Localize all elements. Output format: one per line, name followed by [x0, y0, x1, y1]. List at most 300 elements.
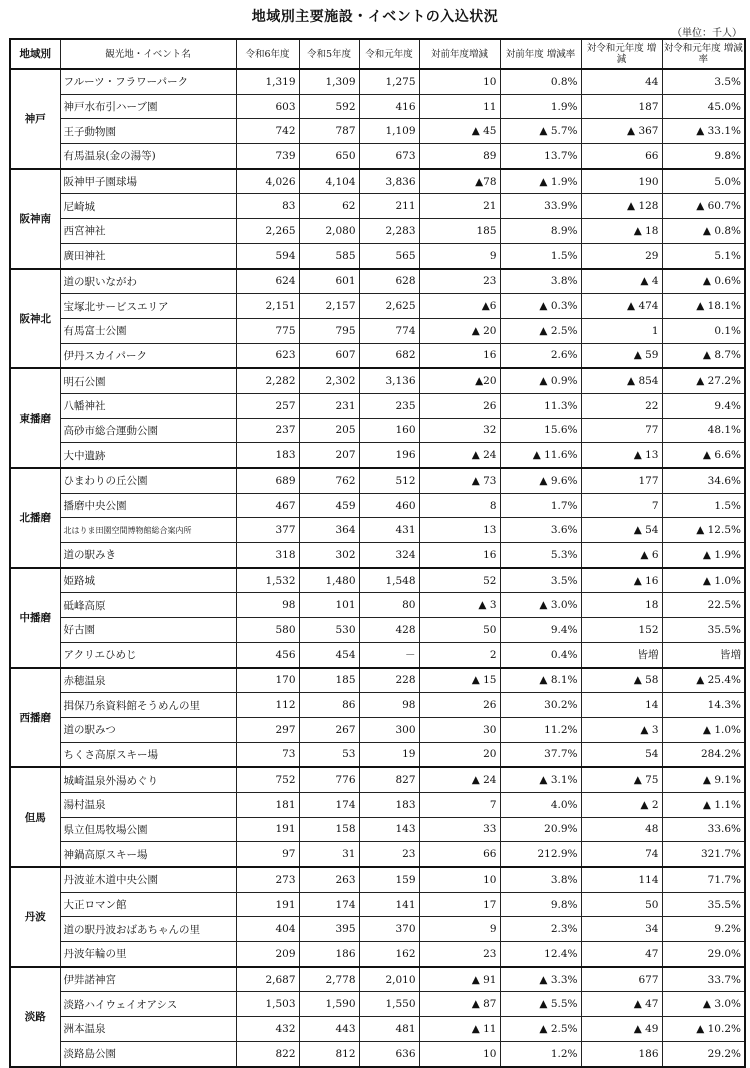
- cell-diff-prev: ▲ 73: [419, 468, 500, 493]
- cell-diff-prev: 9: [419, 243, 500, 268]
- table-row: [10, 443, 745, 468]
- cell-r6: 624: [236, 269, 299, 294]
- cell-diff-r1: 186: [581, 1041, 662, 1066]
- cell-diff-r1: 14: [581, 693, 662, 718]
- cell-r5: 158: [299, 817, 359, 842]
- cell-name: 高砂市総合運動公園: [60, 418, 236, 443]
- cell-diff-prev: 13: [419, 518, 500, 543]
- cell-rate-prev: 0.8%: [500, 69, 581, 94]
- cell-r1: 682: [359, 343, 419, 368]
- cell-rate-r1: 29.2%: [662, 1041, 745, 1066]
- cell-rate-prev: ▲ 3.1%: [500, 767, 581, 792]
- cell-r5: 1,309: [299, 69, 359, 94]
- cell-r5: 267: [299, 717, 359, 742]
- table-row: [10, 642, 745, 667]
- cell-diff-r1: ▲ 58: [581, 668, 662, 693]
- cell-diff-prev: 30: [419, 717, 500, 742]
- cell-diff-prev: 9: [419, 917, 500, 942]
- cell-rate-prev: ▲ 1.9%: [500, 169, 581, 194]
- cell-r1: 370: [359, 917, 419, 942]
- cell-r5: 2,080: [299, 219, 359, 244]
- cell-rate-prev: 30.2%: [500, 693, 581, 718]
- cell-diff-prev: 10: [419, 867, 500, 892]
- cell-r6: 775: [236, 318, 299, 343]
- cell-r6: 456: [236, 642, 299, 667]
- cell-r1: 460: [359, 493, 419, 518]
- table-row: [10, 94, 745, 119]
- cell-r5: 530: [299, 618, 359, 643]
- cell-r6: 2,151: [236, 294, 299, 319]
- cell-diff-prev: 11: [419, 94, 500, 119]
- cell-name: 丹波並木道中央公園: [60, 867, 236, 892]
- cell-rate-prev: 4.0%: [500, 792, 581, 817]
- region-label: 丹波: [10, 867, 60, 967]
- table-row: [10, 842, 745, 867]
- cell-r1: 2,625: [359, 294, 419, 319]
- cell-r1: 512: [359, 468, 419, 493]
- table-row: [10, 568, 745, 593]
- table-row: [10, 243, 745, 268]
- cell-r1: 196: [359, 443, 419, 468]
- cell-rate-prev: ▲ 5.7%: [500, 119, 581, 144]
- cell-name: 尼崎城: [60, 194, 236, 219]
- cell-r6: 2,265: [236, 219, 299, 244]
- cell-r6: 191: [236, 817, 299, 842]
- cell-name: アクリエひめじ: [60, 642, 236, 667]
- cell-diff-prev: ▲78: [419, 169, 500, 194]
- cell-r1: 3,836: [359, 169, 419, 194]
- table-row: [10, 693, 745, 718]
- cell-rate-r1: ▲ 60.7%: [662, 194, 745, 219]
- cell-rate-r1: 71.7%: [662, 867, 745, 892]
- cell-diff-r1: 190: [581, 169, 662, 194]
- cell-r5: 62: [299, 194, 359, 219]
- cell-r1: －: [359, 642, 419, 667]
- cell-name: 城崎温泉外湯めぐり: [60, 767, 236, 792]
- cell-diff-prev: ▲ 15: [419, 668, 500, 693]
- cell-diff-r1: 187: [581, 94, 662, 119]
- cell-r1: 3,136: [359, 368, 419, 393]
- cell-r1: 636: [359, 1041, 419, 1066]
- cell-diff-r1: ▲ 854: [581, 368, 662, 393]
- cell-r5: 454: [299, 642, 359, 667]
- cell-diff-r1: ▲ 16: [581, 568, 662, 593]
- cell-rate-prev: ▲ 0.9%: [500, 368, 581, 393]
- cell-r6: 83: [236, 194, 299, 219]
- cell-r5: 185: [299, 668, 359, 693]
- cell-name: 神戸水布引ハーブ園: [60, 94, 236, 119]
- region-label: 阪神北: [10, 269, 60, 369]
- region-label: 西播磨: [10, 668, 60, 768]
- cell-r5: 86: [299, 693, 359, 718]
- cell-r1: 80: [359, 593, 419, 618]
- cell-rate-r1: ▲ 1.1%: [662, 792, 745, 817]
- cell-rate-r1: 1.5%: [662, 493, 745, 518]
- table-row: [10, 867, 745, 892]
- cell-diff-r1: 66: [581, 144, 662, 169]
- cell-diff-r1: 152: [581, 618, 662, 643]
- cell-rate-r1: 284.2%: [662, 742, 745, 767]
- cell-diff-prev: 33: [419, 817, 500, 842]
- cell-diff-prev: 20: [419, 742, 500, 767]
- cell-r6: 1,503: [236, 992, 299, 1017]
- cell-r1: 1,548: [359, 568, 419, 593]
- cell-r6: 467: [236, 493, 299, 518]
- cell-name: 廣田神社: [60, 243, 236, 268]
- cell-diff-r1: 74: [581, 842, 662, 867]
- cell-r6: 297: [236, 717, 299, 742]
- cell-r5: 1,590: [299, 992, 359, 1017]
- cell-name: 播磨中央公園: [60, 493, 236, 518]
- cell-name: 伊弉諾神宮: [60, 967, 236, 992]
- cell-rate-prev: 9.8%: [500, 892, 581, 917]
- cell-rate-prev: ▲ 5.5%: [500, 992, 581, 1017]
- cell-diff-r1: ▲ 49: [581, 1017, 662, 1042]
- cell-rate-r1: 48.1%: [662, 418, 745, 443]
- table-row: [10, 144, 745, 169]
- cell-diff-prev: 52: [419, 568, 500, 593]
- cell-rate-r1: 5.0%: [662, 169, 745, 194]
- header-diff-prev: 対前年度増減: [419, 39, 500, 69]
- cell-name: フルーツ・フラワーパーク: [60, 69, 236, 94]
- cell-diff-r1: 47: [581, 942, 662, 967]
- table-row: [10, 717, 745, 742]
- region-label: 神戸: [10, 69, 60, 169]
- cell-r5: 231: [299, 393, 359, 418]
- region-label: 北播磨: [10, 468, 60, 568]
- cell-rate-prev: 212.9%: [500, 842, 581, 867]
- cell-name: 阪神甲子園球場: [60, 169, 236, 194]
- table-row: [10, 942, 745, 967]
- cell-diff-prev: 17: [419, 892, 500, 917]
- table-row: [10, 169, 745, 194]
- cell-name: 好古園: [60, 618, 236, 643]
- table-row: [10, 318, 745, 343]
- cell-name: 神鍋高原スキー場: [60, 842, 236, 867]
- cell-r6: 170: [236, 668, 299, 693]
- cell-r1: 628: [359, 269, 419, 294]
- cell-r6: 4,026: [236, 169, 299, 194]
- table-row: [10, 418, 745, 443]
- cell-rate-prev: ▲ 3.0%: [500, 593, 581, 618]
- table-row: [10, 618, 745, 643]
- cell-name: 有馬富士公園: [60, 318, 236, 343]
- cell-diff-r1: ▲ 367: [581, 119, 662, 144]
- header-diff-r1: 対令和元年度 増減: [581, 39, 662, 69]
- cell-diff-prev: 26: [419, 393, 500, 418]
- table-row: [10, 767, 745, 792]
- cell-rate-r1: 皆増: [662, 642, 745, 667]
- cell-rate-prev: 3.6%: [500, 518, 581, 543]
- header-region: 地域別: [10, 39, 60, 69]
- table-row: [10, 393, 745, 418]
- cell-name: 揖保乃糸資料館そうめんの里: [60, 693, 236, 718]
- cell-r6: 273: [236, 867, 299, 892]
- cell-r1: 431: [359, 518, 419, 543]
- cell-name: 西宮神社: [60, 219, 236, 244]
- cell-r6: 742: [236, 119, 299, 144]
- cell-diff-prev: 21: [419, 194, 500, 219]
- cell-diff-r1: 114: [581, 867, 662, 892]
- cell-rate-prev: ▲ 3.3%: [500, 967, 581, 992]
- table-row: [10, 343, 745, 368]
- cell-rate-prev: 0.4%: [500, 642, 581, 667]
- cell-r5: 174: [299, 892, 359, 917]
- cell-diff-r1: ▲ 474: [581, 294, 662, 319]
- cell-name: 有馬温泉(金の湯等): [60, 144, 236, 169]
- table-row: [10, 967, 745, 992]
- cell-name: 姫路城: [60, 568, 236, 593]
- cell-name: 湯村温泉: [60, 792, 236, 817]
- cell-r5: 762: [299, 468, 359, 493]
- cell-diff-r1: ▲ 13: [581, 443, 662, 468]
- table-row: [10, 294, 745, 319]
- cell-diff-prev: 32: [419, 418, 500, 443]
- cell-r5: 787: [299, 119, 359, 144]
- table-row: [10, 518, 745, 543]
- cell-name: 丹波年輪の里: [60, 942, 236, 967]
- cell-diff-prev: ▲ 11: [419, 1017, 500, 1042]
- cell-r1: 673: [359, 144, 419, 169]
- cell-name: 伊丹スカイパーク: [60, 343, 236, 368]
- cell-r6: 73: [236, 742, 299, 767]
- cell-r5: 364: [299, 518, 359, 543]
- cell-r1: 98: [359, 693, 419, 718]
- cell-rate-prev: 15.6%: [500, 418, 581, 443]
- cell-r5: 186: [299, 942, 359, 967]
- cell-diff-r1: ▲ 75: [581, 767, 662, 792]
- cell-rate-r1: ▲ 1.0%: [662, 568, 745, 593]
- cell-r5: 1,480: [299, 568, 359, 593]
- table-row: [10, 817, 745, 842]
- cell-rate-r1: ▲ 6.6%: [662, 443, 745, 468]
- cell-r1: 235: [359, 393, 419, 418]
- table-row: [10, 742, 745, 767]
- cell-rate-prev: 1.5%: [500, 243, 581, 268]
- table-row: [10, 1041, 745, 1066]
- cell-r1: 2,010: [359, 967, 419, 992]
- cell-name: ちくさ高原スキー場: [60, 742, 236, 767]
- cell-diff-r1: 44: [581, 69, 662, 94]
- cell-r6: 112: [236, 693, 299, 718]
- cell-name: 道の駅いながわ: [60, 269, 236, 294]
- cell-r6: 739: [236, 144, 299, 169]
- cell-diff-prev: 2: [419, 642, 500, 667]
- cell-diff-prev: 23: [419, 942, 500, 967]
- cell-r6: 97: [236, 842, 299, 867]
- cell-r1: 416: [359, 94, 419, 119]
- cell-diff-r1: 50: [581, 892, 662, 917]
- cell-diff-prev: ▲ 91: [419, 967, 500, 992]
- cell-r1: 1,109: [359, 119, 419, 144]
- cell-rate-r1: ▲ 18.1%: [662, 294, 745, 319]
- cell-rate-r1: 22.5%: [662, 593, 745, 618]
- cell-diff-r1: 1: [581, 318, 662, 343]
- cell-r6: 191: [236, 892, 299, 917]
- table-row: [10, 269, 745, 294]
- cell-r5: 585: [299, 243, 359, 268]
- cell-rate-prev: ▲ 9.6%: [500, 468, 581, 493]
- cell-rate-r1: ▲ 1.9%: [662, 543, 745, 568]
- cell-r6: 580: [236, 618, 299, 643]
- cell-diff-r1: 677: [581, 967, 662, 992]
- cell-rate-r1: ▲ 1.0%: [662, 717, 745, 742]
- cell-diff-prev: ▲ 24: [419, 767, 500, 792]
- cell-r5: 302: [299, 543, 359, 568]
- cell-diff-r1: 34: [581, 917, 662, 942]
- cell-r1: 228: [359, 668, 419, 693]
- cell-r6: 1,319: [236, 69, 299, 94]
- cell-r1: 141: [359, 892, 419, 917]
- cell-rate-r1: ▲ 0.6%: [662, 269, 745, 294]
- cell-r1: 19: [359, 742, 419, 767]
- cell-r6: 603: [236, 94, 299, 119]
- cell-rate-r1: 35.5%: [662, 892, 745, 917]
- cell-diff-prev: ▲6: [419, 294, 500, 319]
- cell-name: 淡路ハイウェイオアシス: [60, 992, 236, 1017]
- cell-r1: 300: [359, 717, 419, 742]
- cell-r6: 2,687: [236, 967, 299, 992]
- cell-rate-prev: 11.2%: [500, 717, 581, 742]
- cell-rate-prev: 2.6%: [500, 343, 581, 368]
- cell-r5: 2,302: [299, 368, 359, 393]
- cell-diff-prev: 66: [419, 842, 500, 867]
- unit-note: （単位：千人）: [672, 28, 742, 39]
- region-label: 淡路: [10, 967, 60, 1067]
- cell-name: 王子動物園: [60, 119, 236, 144]
- cell-rate-prev: 20.9%: [500, 817, 581, 842]
- cell-r5: 4,104: [299, 169, 359, 194]
- cell-r6: 2,282: [236, 368, 299, 393]
- cell-r1: 2,283: [359, 219, 419, 244]
- table-row: [10, 219, 745, 244]
- cell-r6: 183: [236, 443, 299, 468]
- cell-rate-prev: ▲ 11.6%: [500, 443, 581, 468]
- cell-r1: 183: [359, 792, 419, 817]
- cell-rate-prev: 12.4%: [500, 942, 581, 967]
- header-row: [10, 39, 745, 69]
- cell-diff-prev: ▲ 45: [419, 119, 500, 144]
- cell-r6: 594: [236, 243, 299, 268]
- cell-rate-r1: 34.6%: [662, 468, 745, 493]
- cell-rate-prev: 5.3%: [500, 543, 581, 568]
- cell-r5: 592: [299, 94, 359, 119]
- cell-name: ひまわりの丘公園: [60, 468, 236, 493]
- cell-r5: 459: [299, 493, 359, 518]
- cell-r5: 53: [299, 742, 359, 767]
- cell-rate-prev: 1.2%: [500, 1041, 581, 1066]
- cell-name: 県立但馬牧場公園: [60, 817, 236, 842]
- cell-r6: 623: [236, 343, 299, 368]
- table-row: [10, 493, 745, 518]
- cell-name: 道の駅みき: [60, 543, 236, 568]
- header-r6: 令和6年度: [236, 39, 299, 69]
- cell-diff-r1: ▲ 128: [581, 194, 662, 219]
- cell-r1: 428: [359, 618, 419, 643]
- region-label: 中播磨: [10, 568, 60, 668]
- cell-rate-prev: 3.5%: [500, 568, 581, 593]
- cell-diff-prev: 23: [419, 269, 500, 294]
- cell-rate-prev: 3.8%: [500, 867, 581, 892]
- cell-rate-r1: 9.4%: [662, 393, 745, 418]
- cell-diff-r1: ▲ 18: [581, 219, 662, 244]
- cell-diff-r1: 77: [581, 418, 662, 443]
- cell-name: 赤穂温泉: [60, 668, 236, 693]
- cell-name: 北はりま田園空間博物館総合案内所: [60, 518, 236, 543]
- table-row: [10, 468, 745, 493]
- cell-rate-r1: 45.0%: [662, 94, 745, 119]
- cell-r1: 23: [359, 842, 419, 867]
- cell-rate-r1: 9.8%: [662, 144, 745, 169]
- cell-rate-prev: 9.4%: [500, 618, 581, 643]
- cell-diff-r1: ▲ 3: [581, 717, 662, 742]
- cell-diff-r1: ▲ 59: [581, 343, 662, 368]
- cell-r5: 2,778: [299, 967, 359, 992]
- cell-rate-prev: 13.7%: [500, 144, 581, 169]
- cell-rate-r1: 35.5%: [662, 618, 745, 643]
- cell-rate-r1: ▲ 9.1%: [662, 767, 745, 792]
- cell-r5: 207: [299, 443, 359, 468]
- cell-diff-r1: ▲ 4: [581, 269, 662, 294]
- cell-r6: 822: [236, 1041, 299, 1066]
- cell-r1: 481: [359, 1017, 419, 1042]
- cell-diff-r1: 48: [581, 817, 662, 842]
- cell-rate-prev: 33.9%: [500, 194, 581, 219]
- cell-rate-prev: 11.3%: [500, 393, 581, 418]
- cell-name: 道の駅みつ: [60, 717, 236, 742]
- cell-rate-prev: 1.7%: [500, 493, 581, 518]
- cell-diff-prev: ▲ 20: [419, 318, 500, 343]
- cell-diff-r1: ▲ 54: [581, 518, 662, 543]
- cell-r5: 2,157: [299, 294, 359, 319]
- cell-r5: 601: [299, 269, 359, 294]
- cell-diff-prev: 7: [419, 792, 500, 817]
- cell-rate-r1: ▲ 3.0%: [662, 992, 745, 1017]
- cell-name: 洲本温泉: [60, 1017, 236, 1042]
- cell-diff-r1: 7: [581, 493, 662, 518]
- cell-diff-r1: 54: [581, 742, 662, 767]
- table-row: [10, 1017, 745, 1042]
- visitor-table: [9, 38, 746, 1068]
- cell-r5: 205: [299, 418, 359, 443]
- cell-r6: 432: [236, 1017, 299, 1042]
- cell-diff-prev: 89: [419, 144, 500, 169]
- table-row: [10, 917, 745, 942]
- cell-diff-prev: ▲ 24: [419, 443, 500, 468]
- cell-rate-r1: ▲ 33.1%: [662, 119, 745, 144]
- cell-r6: 318: [236, 543, 299, 568]
- cell-rate-r1: 33.6%: [662, 817, 745, 842]
- cell-r1: 159: [359, 867, 419, 892]
- table-row: [10, 119, 745, 144]
- cell-rate-prev: 8.9%: [500, 219, 581, 244]
- header-rate-prev: 対前年度 増減率: [500, 39, 581, 69]
- cell-rate-r1: 3.5%: [662, 69, 745, 94]
- cell-r5: 650: [299, 144, 359, 169]
- table-row: [10, 368, 745, 393]
- table-row: [10, 992, 745, 1017]
- cell-rate-prev: 2.3%: [500, 917, 581, 942]
- cell-name: 明石公園: [60, 368, 236, 393]
- cell-diff-prev: 16: [419, 343, 500, 368]
- cell-rate-r1: ▲ 25.4%: [662, 668, 745, 693]
- cell-diff-r1: 177: [581, 468, 662, 493]
- cell-r1: 160: [359, 418, 419, 443]
- cell-diff-r1: ▲ 2: [581, 792, 662, 817]
- region-label: 阪神南: [10, 169, 60, 269]
- cell-r5: 263: [299, 867, 359, 892]
- cell-rate-r1: 14.3%: [662, 693, 745, 718]
